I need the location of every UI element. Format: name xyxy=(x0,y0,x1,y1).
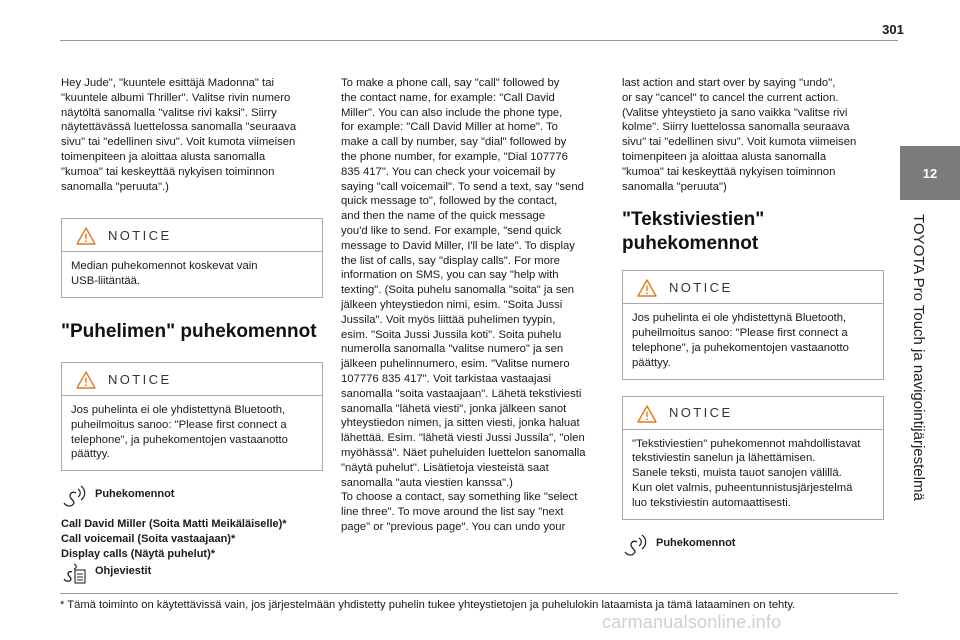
voice-commands-header xyxy=(622,534,884,558)
column-2-text: To make a phone call, say "call" followed by the contact name, for example: "Call David Miller". You can also include the phone type, for example: "Call David Miller at home". To make a call by number, say "dial" followed by the phone number, for example, "Dial 107776 835 417". You can check your voicemail by saying "call voicemail". To send a text, say "send quick message to", followed by the contact, and then the name of the quick message you'd like to send. For example, "send quick message to David Miller, I'll be late". To display the list of calls, say "display calls". For more information on SMS, you can say "help with texting". (Soita puhelu sanomalla "soita" ja sen jälkeen yhteystiedon nimi, esim. "Soita Jussi Jussila". Voit myös liittää puhelimen tyypin, esim. "Soita Jussi Jussila koti". Soita puhelu numerolla sanomalla "valitse numero" ja sen jälkeen puhelinnumero, esim. "Valitse numero 107776 835 417". Voit tarkistaa vastaajasi sanomalla "soita vastaajaan". Lähetä tekstiviesti sanomalla "lähetä viesti", jonka jälkeen sanot yhteystiedon nimen, ja sitten viesti, jonka haluat lähettää. Esim. "lähetä viesti Jussi Jussila", "olen myöhässä". Näet puheluiden luettelon sanomalla "näytä puhelut". Lisätietoja viesteistä saat sanomalla "auta viestien kanssa".) To choose a contact, say something like "select line three". To move around the list say "next page" or "previous page". You can undo your xyxy=(341,77,586,533)
warning-icon xyxy=(76,227,96,245)
notice-header xyxy=(623,397,883,429)
notice-header xyxy=(62,219,322,251)
voice-commands-label: Puhekomennot xyxy=(95,488,175,501)
notice-header xyxy=(623,271,883,303)
voice-command-icon xyxy=(622,534,648,558)
notice-title: NOTICE xyxy=(108,227,172,243)
warning-icon xyxy=(637,405,657,423)
notice-box xyxy=(61,218,323,298)
top-divider xyxy=(60,40,898,41)
notice-box xyxy=(61,362,323,471)
notice-box xyxy=(622,396,884,520)
warning-icon xyxy=(637,279,657,297)
column-1-intro: Hey Jude", "kuuntele esittäjä Madonna" tai "kuuntele albumi Thriller". Valitse rivin numero näytöltä sanomalla "valitse rivi kaksi". Siirry näytettävässä luettelossa sanomalla "seuraava sivu" tai "edellinen sivu". Voit kumota viimeisen toimenpiteen ja aloittaa alusta sanomalla "kumoa" tai keskeyttää nykyisen toiminnon sanomalla "peruuta".) xyxy=(61,77,297,193)
notice-header xyxy=(62,363,322,395)
voice-commands-header xyxy=(61,485,323,509)
chapter-number-badge: 12 xyxy=(900,146,960,200)
voice-command-icon xyxy=(61,485,87,509)
notice-body: "Tekstiviestien" puhekomennot mahdollistavat tekstiviestin sanelun ja lähettämisen. Sanele teksti, muista tauot sanojen välillä. Kun olet valmis, puheentunnistusjärjestelmä luo tekstiviestin automaattisesti. xyxy=(623,429,883,519)
notice-body: Jos puhelinta ei ole yhdistettynä Bluetooth, puheilmoitus sanoo: "Please first connect a telephone", ja puhekomentojen vastaanotto päättyy. xyxy=(623,303,883,378)
notice-title: NOTICE xyxy=(108,371,172,387)
footnote: * Tämä toiminto on käytettävissä vain, jos järjestelmään yhdistetty puhelin tukee yhteystietojen ja puhelulokin lataamista ja tämä lataaminen on tehty. xyxy=(60,599,796,611)
help-messages-header xyxy=(61,562,323,586)
notice-title: NOTICE xyxy=(669,405,733,421)
voice-command-list: Call David Miller (Soita Matti Meikäläiselle)* Call voicemail (Soita vastaajaan)* Display calls (Näytä puhelut)* xyxy=(61,518,287,561)
voice-commands-label: Puhekomennot xyxy=(656,536,736,549)
notice-body: Jos puhelinta ei ole yhdistettynä Bluetooth, puheilmoitus sanoo: "Please first connect a telephone", ja puhekomentojen vastaanotto päättyy. xyxy=(62,395,322,470)
section-heading-sms: "Tekstiviestien" puhekomennot xyxy=(622,209,765,255)
watermark: carmanualsonline.info xyxy=(602,612,782,632)
column-3 xyxy=(622,76,884,558)
help-messages-label: Ohjeviestit xyxy=(95,565,152,578)
warning-icon xyxy=(76,371,96,389)
chapter-title: TOYOTA Pro Touch ja navigointijärjestelmä xyxy=(910,214,927,501)
notice-body: Median puhekomennot koskevat vain USB-liitäntää. xyxy=(62,251,322,297)
chapter-sidebar xyxy=(898,0,960,640)
column-3-intro: last action and start over by saying "undo", or say "cancel" to cancel the current action. (Valitse yhteystieto ja sano vaikka "valitse rivi kolme". Siirry luettelossa sanomalla seuraava sivu" tai "edellinen sivu". Voit kumota viimeisen toimenpiteen ja aloittaa alusta sanomalla "kumoa" tai keskeyttää nykyisen toiminnon sanomalla "peruuta") xyxy=(622,77,857,193)
help-message-icon xyxy=(61,562,87,586)
page-number: 301 xyxy=(882,22,904,37)
notice-box xyxy=(622,270,884,379)
section-heading-phone: "Puhelimen" puhekomennot xyxy=(61,320,317,342)
notice-title: NOTICE xyxy=(669,279,733,295)
footnote-divider xyxy=(60,593,898,594)
column-2 xyxy=(341,76,603,535)
column-1 xyxy=(61,76,323,586)
